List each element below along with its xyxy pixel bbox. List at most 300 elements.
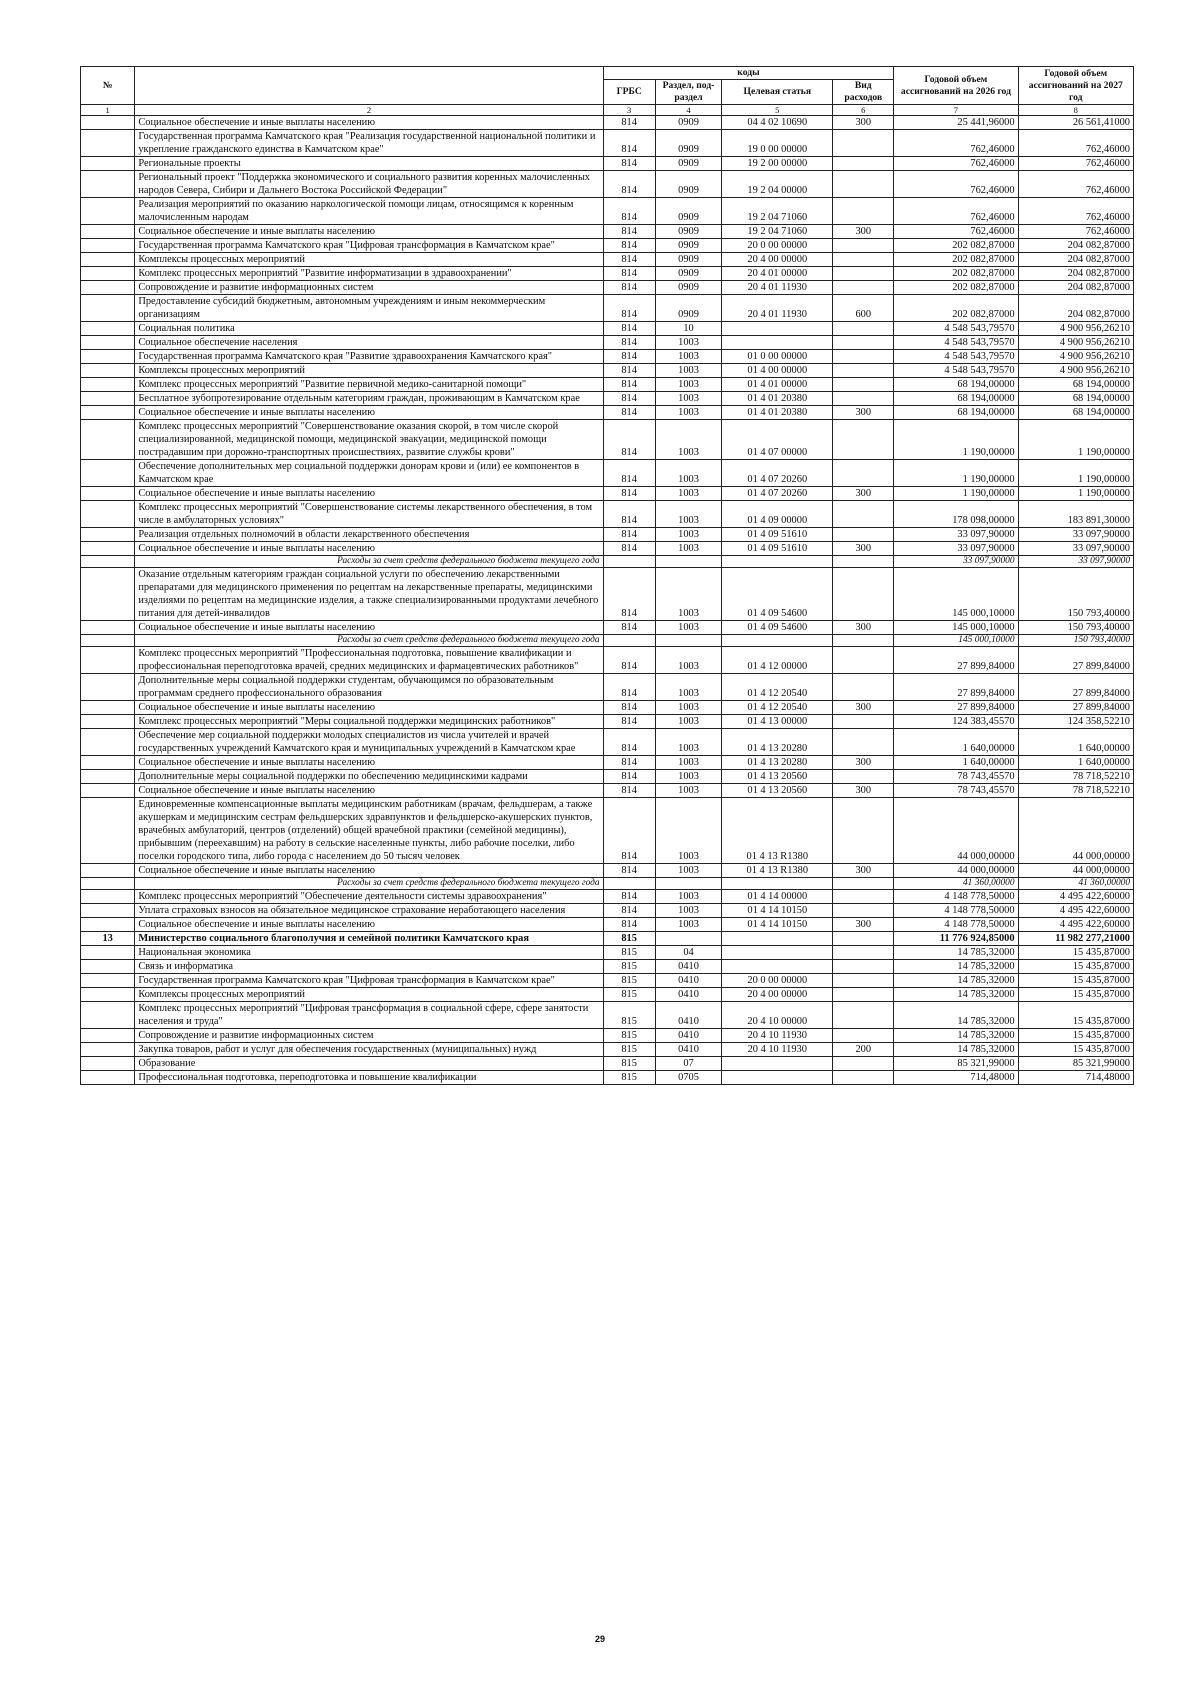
- row-volume-2026: 1 640,00000: [894, 756, 1018, 770]
- row-name: Расходы за счет средств федерального бюджета текущего года: [135, 878, 603, 890]
- row-section: [655, 878, 722, 890]
- row-expense-type: 200: [833, 1043, 894, 1057]
- row-volume-2027: 4 495 422,60000: [1018, 904, 1133, 918]
- row-target-article: 01 4 07 00000: [722, 420, 833, 460]
- row-grbs: 814: [603, 406, 655, 420]
- row-grbs: 814: [603, 198, 655, 225]
- row-grbs: 814: [603, 715, 655, 729]
- row-volume-2027: 762,46000: [1018, 198, 1133, 225]
- row-number: [81, 378, 135, 392]
- row-expense-type: 300: [833, 621, 894, 635]
- table-row: [81, 1043, 1134, 1057]
- row-section: [655, 635, 722, 647]
- row-target-article: 01 4 09 54600: [722, 621, 833, 635]
- row-expense-type: 300: [833, 487, 894, 501]
- row-grbs: 814: [603, 157, 655, 171]
- row-name: Реализация отдельных полномочий в области лекарственного обеспечения: [135, 528, 603, 542]
- row-section: 1003: [655, 350, 722, 364]
- row-section: 1003: [655, 487, 722, 501]
- row-expense-type: 300: [833, 756, 894, 770]
- table-row: [81, 946, 1134, 960]
- row-expense-type: [833, 878, 894, 890]
- row-volume-2027: 33 097,90000: [1018, 542, 1133, 556]
- row-volume-2026: 714,48000: [894, 1071, 1018, 1085]
- row-volume-2027: 33 097,90000: [1018, 528, 1133, 542]
- row-grbs: [603, 878, 655, 890]
- row-name: Государственная программа Камчатского края "Развитие здравоохранения Камчатского края": [135, 350, 603, 364]
- header-grbs: ГРБС: [603, 80, 655, 105]
- row-target-article: 01 4 07 20260: [722, 460, 833, 487]
- row-grbs: 815: [603, 932, 655, 946]
- row-name: Профессиональная подготовка, переподготовка и повышение квалификации: [135, 1071, 603, 1085]
- row-section: 0410: [655, 988, 722, 1002]
- row-section: 1003: [655, 770, 722, 784]
- row-target-article: 01 4 01 00000: [722, 378, 833, 392]
- row-volume-2026: 145 000,10000: [894, 621, 1018, 635]
- row-target-article: 01 4 12 00000: [722, 647, 833, 674]
- row-section: 1003: [655, 364, 722, 378]
- table-header: [81, 67, 1134, 116]
- table-row: [81, 267, 1134, 281]
- row-number: [81, 701, 135, 715]
- table-row: [81, 1057, 1134, 1071]
- row-volume-2026: 11 776 924,85000: [894, 932, 1018, 946]
- row-number: [81, 568, 135, 621]
- row-number: [81, 1057, 135, 1071]
- header-volume-2027: Годовой объем ассигнований на 2027 год: [1018, 67, 1133, 105]
- row-name: Связь и информатика: [135, 960, 603, 974]
- row-number: [81, 647, 135, 674]
- row-number: [81, 904, 135, 918]
- row-grbs: 814: [603, 674, 655, 701]
- row-volume-2026: 202 082,87000: [894, 281, 1018, 295]
- table-row: [81, 1029, 1134, 1043]
- row-volume-2026: 762,46000: [894, 157, 1018, 171]
- row-expense-type: 300: [833, 116, 894, 130]
- row-volume-2027: 41 360,00000: [1018, 878, 1133, 890]
- row-grbs: 814: [603, 701, 655, 715]
- row-volume-2026: 202 082,87000: [894, 239, 1018, 253]
- row-number: [81, 1002, 135, 1029]
- table-row: [81, 988, 1134, 1002]
- row-target-article: 01 4 13 20560: [722, 770, 833, 784]
- row-number: [81, 501, 135, 528]
- row-volume-2026: 4 548 543,79570: [894, 364, 1018, 378]
- row-expense-type: 300: [833, 701, 894, 715]
- budget-page: [80, 66, 1134, 1085]
- row-expense-type: [833, 715, 894, 729]
- row-volume-2026: 1 640,00000: [894, 729, 1018, 756]
- row-section: 1003: [655, 392, 722, 406]
- row-section: 1003: [655, 406, 722, 420]
- header-expense-type: Вид расходов: [833, 80, 894, 105]
- row-name: Комплексы процессных мероприятий: [135, 988, 603, 1002]
- row-volume-2027: 204 082,87000: [1018, 239, 1133, 253]
- row-name: Социальное обеспечение и иные выплаты населению: [135, 784, 603, 798]
- row-grbs: 814: [603, 420, 655, 460]
- row-target-article: 01 4 09 54600: [722, 568, 833, 621]
- row-target-article: 01 4 13 20280: [722, 729, 833, 756]
- row-section: 1003: [655, 864, 722, 878]
- row-number: [81, 364, 135, 378]
- row-number: [81, 770, 135, 784]
- row-target-article: 01 4 12 20540: [722, 701, 833, 715]
- row-expense-type: [833, 1029, 894, 1043]
- row-name: Государственная программа Камчатского края "Цифровая трансформация в Камчатском крае": [135, 974, 603, 988]
- row-volume-2027: 15 435,87000: [1018, 1002, 1133, 1029]
- row-expense-type: [833, 674, 894, 701]
- row-number: [81, 729, 135, 756]
- federal-budget-row: [81, 635, 1134, 647]
- row-target-article: [722, 932, 833, 946]
- table-row: [81, 890, 1134, 904]
- row-name: Комплексы процессных мероприятий: [135, 364, 603, 378]
- row-volume-2026: 762,46000: [894, 130, 1018, 157]
- row-volume-2027: 33 097,90000: [1018, 556, 1133, 568]
- row-section: 1003: [655, 501, 722, 528]
- row-volume-2027: 15 435,87000: [1018, 946, 1133, 960]
- row-section: 0909: [655, 116, 722, 130]
- row-name: Комплекс процессных мероприятий "Совершенствование системы лекарственного обеспечения, в том числе в амбулаторных условиях": [135, 501, 603, 528]
- table-row: [81, 406, 1134, 420]
- page-number: 29: [594, 1634, 605, 1644]
- row-volume-2026: 14 785,32000: [894, 1029, 1018, 1043]
- row-name: Комплекс процессных мероприятий "Цифровая трансформация в социальной сфере, сфере занятости населения и труда": [135, 1002, 603, 1029]
- row-section: [655, 932, 722, 946]
- row-number: [81, 674, 135, 701]
- row-number: [81, 756, 135, 770]
- table-row: [81, 487, 1134, 501]
- row-grbs: 814: [603, 918, 655, 932]
- row-expense-type: [833, 420, 894, 460]
- row-expense-type: [833, 130, 894, 157]
- row-volume-2027: 762,46000: [1018, 130, 1133, 157]
- row-section: 0909: [655, 239, 722, 253]
- budget-table: [80, 66, 1134, 1085]
- row-target-article: 01 4 13 00000: [722, 715, 833, 729]
- row-volume-2026: 27 899,84000: [894, 647, 1018, 674]
- row-expense-type: [833, 729, 894, 756]
- row-name: Сопровождение и развитие информационных систем: [135, 1029, 603, 1043]
- row-volume-2027: 1 190,00000: [1018, 487, 1133, 501]
- row-volume-2027: 11 982 277,21000: [1018, 932, 1133, 946]
- row-number: [81, 253, 135, 267]
- row-grbs: 814: [603, 350, 655, 364]
- row-volume-2026: 4 148 778,50000: [894, 904, 1018, 918]
- row-expense-type: [833, 904, 894, 918]
- row-section: 0705: [655, 1071, 722, 1085]
- row-grbs: 814: [603, 487, 655, 501]
- row-volume-2026: 33 097,90000: [894, 528, 1018, 542]
- row-name: Оказание отдельным категориям граждан социальной услуги по обеспечению лекарственными препаратами для медицинского применения по рецептам на лекарственные препараты, медицинскими изделиями по рецептам на медицинские изделия, а также специализированными продуктами лечебного питания для детей-инвалидов: [135, 568, 603, 621]
- row-name: Дополнительные меры социальной поддержки студентам, обучающимся по образовательным программам среднего профессионального образования: [135, 674, 603, 701]
- row-expense-type: 300: [833, 542, 894, 556]
- table-row: [81, 1071, 1134, 1085]
- row-name: Социальное обеспечение населения: [135, 336, 603, 350]
- row-volume-2027: 4 495 422,60000: [1018, 918, 1133, 932]
- row-section: [655, 556, 722, 568]
- row-expense-type: [833, 267, 894, 281]
- row-name: Реализация мероприятий по оказанию наркологической помощи лицам, относящимся к коренным малочисленным народам: [135, 198, 603, 225]
- row-grbs: 814: [603, 460, 655, 487]
- row-volume-2026: 1 190,00000: [894, 420, 1018, 460]
- row-target-article: 01 4 13 20560: [722, 784, 833, 798]
- row-number: [81, 406, 135, 420]
- row-target-article: 20 4 00 00000: [722, 253, 833, 267]
- row-grbs: 814: [603, 729, 655, 756]
- row-target-article: 01 4 13 20280: [722, 756, 833, 770]
- col-index-3: 3: [603, 105, 655, 116]
- row-volume-2027: 762,46000: [1018, 157, 1133, 171]
- row-section: 0909: [655, 295, 722, 322]
- row-section: 1003: [655, 528, 722, 542]
- row-grbs: 814: [603, 171, 655, 198]
- row-section: 1003: [655, 336, 722, 350]
- row-grbs: 814: [603, 378, 655, 392]
- row-section: 10: [655, 322, 722, 336]
- row-target-article: 19 2 04 71060: [722, 225, 833, 239]
- row-grbs: 814: [603, 501, 655, 528]
- row-name: Обеспечение мер социальной поддержки молодых специалистов из числа учителей и врачей государственных учреждений Камчатского края и муниципальных учреждений в Камчатском крае: [135, 729, 603, 756]
- col-index-5: 5: [722, 105, 833, 116]
- row-section: 0909: [655, 267, 722, 281]
- row-volume-2027: 15 435,87000: [1018, 960, 1133, 974]
- table-row: [81, 715, 1134, 729]
- col-index-4: 4: [655, 105, 722, 116]
- row-target-article: 20 4 01 11930: [722, 281, 833, 295]
- row-number: [81, 528, 135, 542]
- row-expense-type: [833, 336, 894, 350]
- row-target-article: 01 4 09 51610: [722, 528, 833, 542]
- row-name: Национальная экономика: [135, 946, 603, 960]
- row-volume-2027: 27 899,84000: [1018, 701, 1133, 715]
- row-expense-type: [833, 501, 894, 528]
- row-expense-type: [833, 556, 894, 568]
- table-row: [81, 904, 1134, 918]
- row-name: Предоставление субсидий бюджетным, автономным учреждениям и иным некоммерческим организациям: [135, 295, 603, 322]
- table-body: [81, 116, 1134, 1085]
- row-target-article: 20 4 00 00000: [722, 988, 833, 1002]
- row-section: 0410: [655, 1043, 722, 1057]
- row-name: Региональные проекты: [135, 157, 603, 171]
- header-target-article: Целевая статья: [722, 80, 833, 105]
- header-name: [135, 67, 603, 105]
- row-grbs: 814: [603, 392, 655, 406]
- row-section: 0410: [655, 1002, 722, 1029]
- row-volume-2026: 85 321,99000: [894, 1057, 1018, 1071]
- row-section: 1003: [655, 647, 722, 674]
- row-volume-2027: 714,48000: [1018, 1071, 1133, 1085]
- row-name: Социальная политика: [135, 322, 603, 336]
- row-volume-2026: 762,46000: [894, 171, 1018, 198]
- row-number: [81, 556, 135, 568]
- row-target-article: 01 4 00 00000: [722, 364, 833, 378]
- row-volume-2027: 150 793,40000: [1018, 635, 1133, 647]
- row-grbs: 815: [603, 1071, 655, 1085]
- row-expense-type: [833, 988, 894, 1002]
- table-row: [81, 225, 1134, 239]
- row-name: Обеспечение дополнительных мер социальной поддержки донорам крови и (или) ее компонентов в Камчатском крае: [135, 460, 603, 487]
- row-volume-2027: 68 194,00000: [1018, 392, 1133, 406]
- table-row: [81, 798, 1134, 864]
- row-grbs: 815: [603, 946, 655, 960]
- row-number: [81, 1043, 135, 1057]
- row-volume-2027: 204 082,87000: [1018, 295, 1133, 322]
- header-volume-2026: Годовой объем ассигнований на 2026 год: [894, 67, 1018, 105]
- row-expense-type: [833, 960, 894, 974]
- table-row: [81, 864, 1134, 878]
- row-grbs: 815: [603, 1002, 655, 1029]
- row-volume-2027: 4 495 422,60000: [1018, 890, 1133, 904]
- row-section: 1003: [655, 420, 722, 460]
- row-grbs: 814: [603, 770, 655, 784]
- row-name: Социальное обеспечение и иные выплаты населению: [135, 542, 603, 556]
- row-volume-2026: 145 000,10000: [894, 635, 1018, 647]
- row-volume-2026: 202 082,87000: [894, 253, 1018, 267]
- row-name: Социальное обеспечение и иные выплаты населению: [135, 621, 603, 635]
- row-name: Социальное обеспечение и иные выплаты населению: [135, 487, 603, 501]
- row-section: 0909: [655, 198, 722, 225]
- row-section: 1003: [655, 729, 722, 756]
- table-row: [81, 701, 1134, 715]
- row-volume-2027: 44 000,00000: [1018, 864, 1133, 878]
- table-row: [81, 1002, 1134, 1029]
- row-name: Уплата страховых взносов на обязательное медицинское страхование неработающего населения: [135, 904, 603, 918]
- row-expense-type: [833, 568, 894, 621]
- row-name: Дополнительные меры социальной поддержки по обеспечению медицинскими кадрами: [135, 770, 603, 784]
- row-grbs: 814: [603, 890, 655, 904]
- row-section: 1003: [655, 715, 722, 729]
- row-section: 0909: [655, 281, 722, 295]
- row-number: [81, 890, 135, 904]
- row-grbs: 814: [603, 621, 655, 635]
- row-volume-2027: 26 561,41000: [1018, 116, 1133, 130]
- row-section: 1003: [655, 378, 722, 392]
- row-volume-2026: 68 194,00000: [894, 392, 1018, 406]
- row-expense-type: [833, 364, 894, 378]
- row-target-article: 01 4 14 10150: [722, 918, 833, 932]
- row-name: Социальное обеспечение и иные выплаты населению: [135, 406, 603, 420]
- row-expense-type: [833, 198, 894, 225]
- row-volume-2027: 204 082,87000: [1018, 253, 1133, 267]
- row-target-article: [722, 1057, 833, 1071]
- row-number: [81, 130, 135, 157]
- row-section: 0410: [655, 974, 722, 988]
- row-name: Государственная программа Камчатского края "Реализация государственной национальной политики и укрепление гражданского единства в Камчатском крае": [135, 130, 603, 157]
- row-number: [81, 621, 135, 635]
- header-num: №: [81, 67, 135, 105]
- row-grbs: 814: [603, 364, 655, 378]
- table-row: [81, 350, 1134, 364]
- row-name: Социальное обеспечение и иные выплаты населению: [135, 116, 603, 130]
- row-section: 0909: [655, 253, 722, 267]
- row-grbs: 815: [603, 1057, 655, 1071]
- row-grbs: 815: [603, 988, 655, 1002]
- row-target-article: 20 4 01 11930: [722, 295, 833, 322]
- row-volume-2026: 33 097,90000: [894, 556, 1018, 568]
- row-expense-type: 300: [833, 225, 894, 239]
- row-target-article: 01 0 00 00000: [722, 350, 833, 364]
- row-grbs: 814: [603, 798, 655, 864]
- row-section: 1003: [655, 904, 722, 918]
- row-section: 1003: [655, 701, 722, 715]
- row-number: [81, 116, 135, 130]
- row-name: Комплекс процессных мероприятий "Профессиональная подготовка, повышение квалификации и профессиональная переподготовка врачей, средних медицинских и фармацевтических работников": [135, 647, 603, 674]
- row-name: Социальное обеспечение и иные выплаты населению: [135, 701, 603, 715]
- row-volume-2026: 124 383,45570: [894, 715, 1018, 729]
- row-target-article: 01 4 14 10150: [722, 904, 833, 918]
- row-grbs: 814: [603, 756, 655, 770]
- federal-budget-row: [81, 878, 1134, 890]
- row-volume-2026: 145 000,10000: [894, 568, 1018, 621]
- row-target-article: [722, 336, 833, 350]
- row-section: 0909: [655, 130, 722, 157]
- row-name: Комплекс процессных мероприятий "Развитие первичной медико-санитарной помощи": [135, 378, 603, 392]
- row-expense-type: [833, 890, 894, 904]
- row-volume-2026: 44 000,00000: [894, 864, 1018, 878]
- row-number: [81, 864, 135, 878]
- row-section: 1003: [655, 542, 722, 556]
- row-target-article: 01 4 01 20380: [722, 406, 833, 420]
- row-volume-2027: 15 435,87000: [1018, 988, 1133, 1002]
- row-volume-2027: 27 899,84000: [1018, 674, 1133, 701]
- row-target-article: 20 4 10 11930: [722, 1043, 833, 1057]
- row-expense-type: 600: [833, 295, 894, 322]
- row-target-article: 01 4 12 20540: [722, 674, 833, 701]
- row-grbs: 815: [603, 1043, 655, 1057]
- row-number: [81, 918, 135, 932]
- col-index-6: 6: [833, 105, 894, 116]
- table-row: [81, 171, 1134, 198]
- row-volume-2026: 1 190,00000: [894, 460, 1018, 487]
- row-grbs: 814: [603, 225, 655, 239]
- row-name: Комплекс процессных мероприятий "Обеспечение деятельности системы здравоохранения": [135, 890, 603, 904]
- row-target-article: 20 4 01 00000: [722, 267, 833, 281]
- row-number: [81, 225, 135, 239]
- col-index-8: 8: [1018, 105, 1133, 116]
- table-row: [81, 392, 1134, 406]
- row-section: 0909: [655, 171, 722, 198]
- row-volume-2026: 4 548 543,79570: [894, 322, 1018, 336]
- row-number: [81, 322, 135, 336]
- row-expense-type: [833, 932, 894, 946]
- row-number: [81, 1029, 135, 1043]
- row-volume-2026: 44 000,00000: [894, 798, 1018, 864]
- row-volume-2026: 14 785,32000: [894, 974, 1018, 988]
- row-target-article: 20 4 10 00000: [722, 1002, 833, 1029]
- row-volume-2026: 762,46000: [894, 225, 1018, 239]
- row-section: 1003: [655, 621, 722, 635]
- row-section: 1003: [655, 460, 722, 487]
- row-grbs: 814: [603, 295, 655, 322]
- row-volume-2027: 27 899,84000: [1018, 647, 1133, 674]
- row-volume-2026: 33 097,90000: [894, 542, 1018, 556]
- table-row: [81, 420, 1134, 460]
- row-name: Социальное обеспечение и иные выплаты населению: [135, 918, 603, 932]
- row-name: Комплексы процессных мероприятий: [135, 253, 603, 267]
- row-expense-type: 300: [833, 784, 894, 798]
- table-row: [81, 568, 1134, 621]
- row-volume-2026: 4 548 543,79570: [894, 350, 1018, 364]
- row-grbs: 814: [603, 904, 655, 918]
- row-volume-2026: 14 785,32000: [894, 1043, 1018, 1057]
- row-target-article: 01 4 09 51610: [722, 542, 833, 556]
- table-row: [81, 253, 1134, 267]
- row-target-article: 20 0 00 00000: [722, 974, 833, 988]
- row-number: [81, 267, 135, 281]
- row-section: 07: [655, 1057, 722, 1071]
- row-expense-type: [833, 281, 894, 295]
